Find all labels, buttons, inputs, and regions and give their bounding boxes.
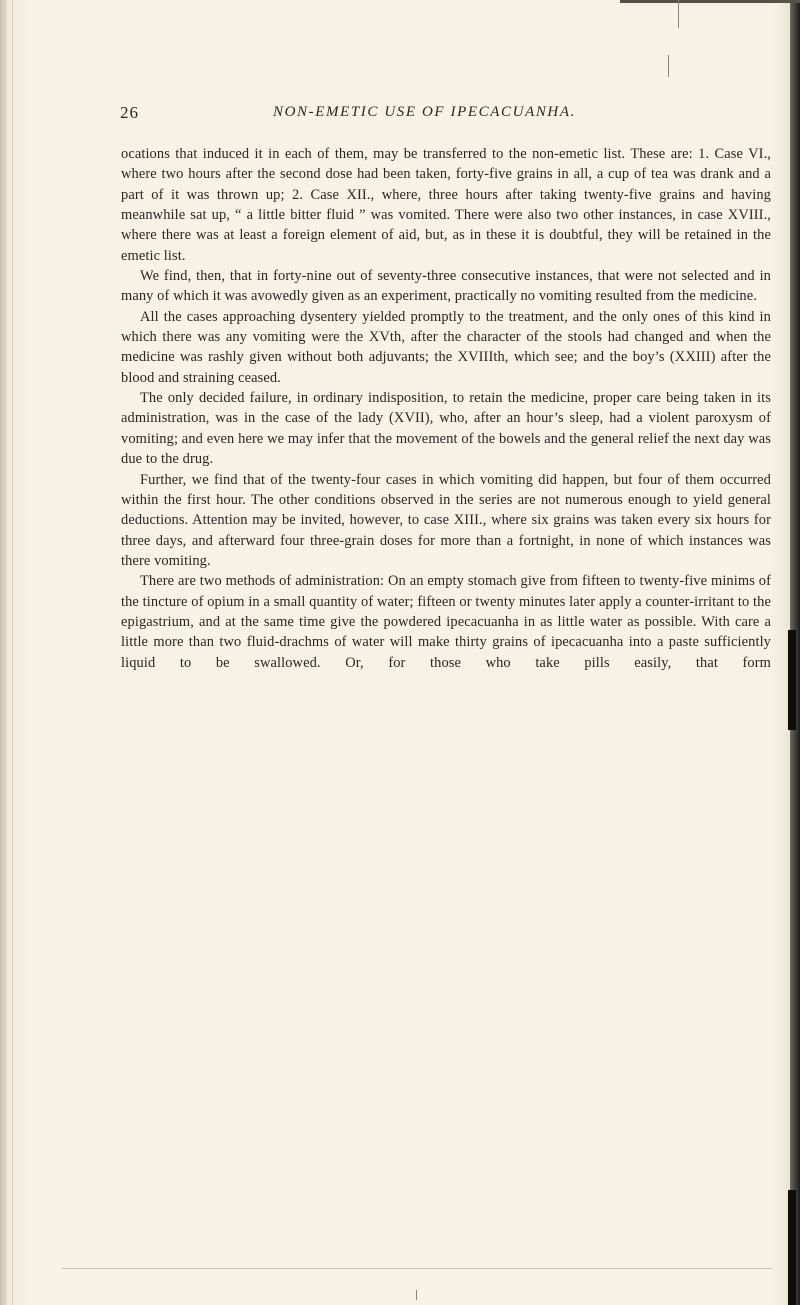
running-title: NON-EMETIC USE OF IPECACUANHA. bbox=[273, 104, 576, 120]
body-text bbox=[121, 144, 771, 673]
paragraph: We find, then, that in forty-nine out of seventy-three consecutive instances, that were not selected and in many of which it was avowedly given as an experiment, practically no vomiting resulted from the medicine. bbox=[121, 268, 771, 305]
page-number: 26 bbox=[120, 103, 139, 122]
ink-mark bbox=[678, 0, 679, 28]
binding-edge bbox=[0, 0, 7, 1305]
paragraph: Further, we find that of the twenty-four cases in which vomiting did happen, but four of them occurred within the first hour. The other conditions observed in the series are not numerous enough to yield general deductions. Attention may be invited, however, to case XIII., where six grains was taken every six hours for three days, and afterward four three-grain doses for more than a fortnight, in none of which instances was there vomiting. bbox=[121, 471, 771, 569]
page-bottom-rule bbox=[62, 1268, 772, 1269]
page-edge-top bbox=[620, 0, 800, 3]
paragraph: There are two methods of administration: On an empty stomach give from fifteen to twenty-five minims of the tincture of opium in a small quantity of water; fifteen or twenty minutes later apply a counter-irritant to the epigastrium, and at the same time give the powdered ipecacuanha in as little water as possible. With care a little more than two fluid-drachms of water will make thirty grains of ipecacuanha into a paste sufficiently liquid to be swallowed. Or, for those who take pills easily, that form bbox=[121, 573, 771, 671]
binding-line bbox=[12, 0, 13, 1305]
edge-shadow-mark bbox=[788, 1190, 796, 1305]
ink-mark bbox=[416, 1290, 417, 1300]
edge-shadow-mark bbox=[788, 630, 796, 730]
paragraph: ocations that induced it in each of them, may be transferred to the non-emetic list. These are: 1. Case VI., where two hours after the second dose had been taken, forty-five grains in all, a cup of tea was drank and a part of it was thrown up; 2. Case XII., where, three hours after taking twenty-five grains and having meanwhile sat up, “ a little bitter fluid ” was vomited. There were also two other instances, in case XVIII., where there was at least a foreign element of aid, but, as in these it is doubtful, they will be retained in the emetic list. bbox=[121, 146, 771, 264]
ink-mark bbox=[668, 55, 669, 77]
paragraph: All the cases approaching dysentery yielded promptly to the treatment, and the only ones of this kind in which there was any vomiting were the XVth, after the character of the stools had changed and when the medicine was rashly given without both adjuvants; the XVIIIth, which see; and the boy’s (XXIII) after the blood and straining ceased. bbox=[121, 308, 771, 386]
page-header bbox=[120, 103, 720, 123]
paragraph: The only decided failure, in ordinary indisposition, to retain the medicine, proper care being taken in its administration, was in the case of the lady (XVII), who, after an hour’s sleep, had a violent paroxysm of vomiting; and even here we may infer that the movement of the bowels and the general relief the next day was due to the drug. bbox=[121, 390, 771, 468]
